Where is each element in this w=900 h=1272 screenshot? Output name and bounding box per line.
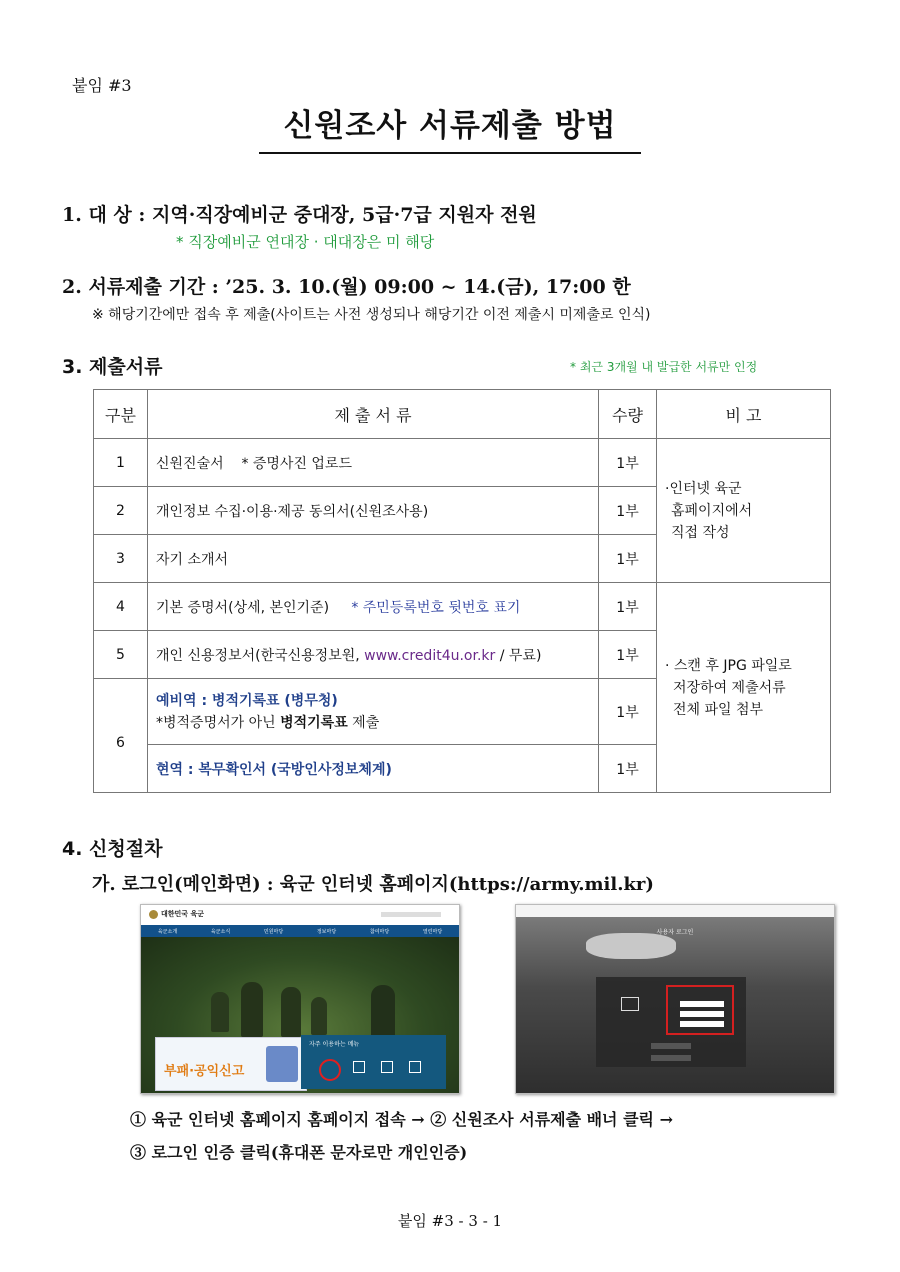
header-remarks: 비 고 (657, 390, 831, 439)
row-document: 기본 증명서(상세, 본인기준) * 주민등록번호 뒷번호 표기 (148, 583, 599, 631)
row-document: 개인 신용정보서(한국신용정보원, www.credit4u.or.kr / 무료) (148, 631, 599, 679)
remark-scan: · 스캔 후 JPG 파일로 저장하여 제출서류 전체 파일 첨부 (657, 583, 831, 793)
resident-number-note: * 주민등록번호 뒷번호 표기 (351, 599, 521, 616)
row-quantity: 1부 (599, 439, 657, 487)
table-header-row (94, 390, 831, 439)
row-quantity: 1부 (599, 679, 657, 745)
row-number: 5 (94, 631, 148, 679)
login-background: 사용자 로그인 (516, 917, 834, 1093)
row-document: 자기 소개서 (148, 535, 599, 583)
site-header (141, 905, 459, 925)
menu-icon[interactable] (353, 1061, 365, 1073)
certificate-icon[interactable] (621, 997, 639, 1011)
title-underline (259, 152, 641, 154)
nav-item[interactable]: 참여마당 (369, 928, 390, 935)
phone-auth-highlight[interactable] (666, 985, 734, 1035)
nav-item[interactable]: 정보마당 (316, 928, 337, 935)
nav-item[interactable]: 민원마당 (263, 928, 284, 935)
row-number: 6 (94, 679, 148, 793)
row-quantity: 1부 (599, 631, 657, 679)
row-document: 신원진술서 * 증명사진 업로드 (148, 439, 599, 487)
nav-item[interactable]: 열린마당 (422, 928, 443, 935)
nav-item[interactable]: 육군소식 (210, 928, 231, 935)
photo-upload-note: * 증명사진 업로드 (241, 455, 353, 472)
homepage-screenshot (140, 904, 460, 1094)
site-name: 대한민국 육군 (161, 910, 205, 918)
section1-note: * 직장예비군 연대장 · 대대장은 미 해당 (176, 233, 435, 251)
table-row (94, 583, 831, 631)
documents-table (93, 389, 831, 793)
login-screenshot (515, 904, 835, 1094)
row-document-reserve: 예비역 : 병적기록표 (병무청) *병적증명서가 아닌 병적기록표 제출 (148, 679, 599, 745)
frequent-menu-panel: 자주 이용하는 메뉴 (301, 1035, 446, 1089)
row-quantity: 1부 (599, 745, 657, 793)
header-documents: 제 출 서 류 (148, 390, 599, 439)
section2-note: ※ 해당기간에만 접속 후 제출(사이트는 사전 생성되나 해당기간 이전 제출시 미제출로 인식) (92, 307, 651, 323)
menu-icon[interactable] (381, 1061, 393, 1073)
row-number: 4 (94, 583, 148, 631)
header-category: 구분 (94, 390, 148, 439)
report-banner[interactable]: 부패·공익신고 (155, 1037, 307, 1091)
row-document-active: 현역 : 복무확인서 (국방인사정보체계) (148, 745, 599, 793)
section2-heading: 2. 서류제출 기간 : ’25. 3. 10.(월) 09:00 ~ 14.(금), 17:00 한 (62, 276, 631, 298)
section3-note: * 최근 3개월 내 발급한 서류만 인정 (570, 360, 758, 374)
row-number: 2 (94, 487, 148, 535)
mouse-image (586, 933, 676, 959)
procedure-step-3: ③ 로그인 인증 클릭(휴대폰 문자로만 개인인증) (130, 1143, 468, 1162)
header-quantity: 수량 (599, 390, 657, 439)
row-quantity: 1부 (599, 487, 657, 535)
row-quantity: 1부 (599, 535, 657, 583)
row-document: 개인정보 수집·이용·제공 동의서(신원조사용) (148, 487, 599, 535)
row-quantity: 1부 (599, 583, 657, 631)
page-footer: 붙임 #3 - 3 - 1 (397, 1212, 503, 1230)
background-check-banner-highlight[interactable] (319, 1059, 341, 1081)
main-nav (141, 925, 459, 937)
section4-heading: 4. 신청절차 (62, 838, 163, 860)
credit4u-link[interactable]: www.credit4u.or.kr (364, 647, 496, 664)
row-number: 3 (94, 535, 148, 583)
menu-icon[interactable] (409, 1061, 421, 1073)
attachment-label: 붙임 #3 (72, 76, 132, 95)
header-utility-links (381, 912, 441, 917)
login-dialog (596, 977, 746, 1067)
section4-sub: 가. 로그인(메인화면) : 육군 인터넷 홈페이지(https://army.mil.kr) (92, 874, 654, 895)
section3-heading: 3. 제출서류 (62, 356, 163, 378)
procedure-step-1-2: ① 육군 인터넷 홈페이지 홈페이지 접속 → ② 신원조사 서류제출 배너 클릭 → (130, 1110, 673, 1129)
table-row (94, 439, 831, 487)
remark-online: ·인터넷 육군 홈페이지에서 직접 작성 (657, 439, 831, 583)
army-emblem-icon (149, 910, 158, 919)
page-title: 신원조사 서류제출 방법 (283, 108, 617, 144)
section1-heading: 1. 대 상 : 지역·직장예비군 중대장, 5급·7급 지원자 전원 (62, 204, 537, 226)
row-number: 1 (94, 439, 148, 487)
nav-item[interactable]: 육군소개 (157, 928, 178, 935)
